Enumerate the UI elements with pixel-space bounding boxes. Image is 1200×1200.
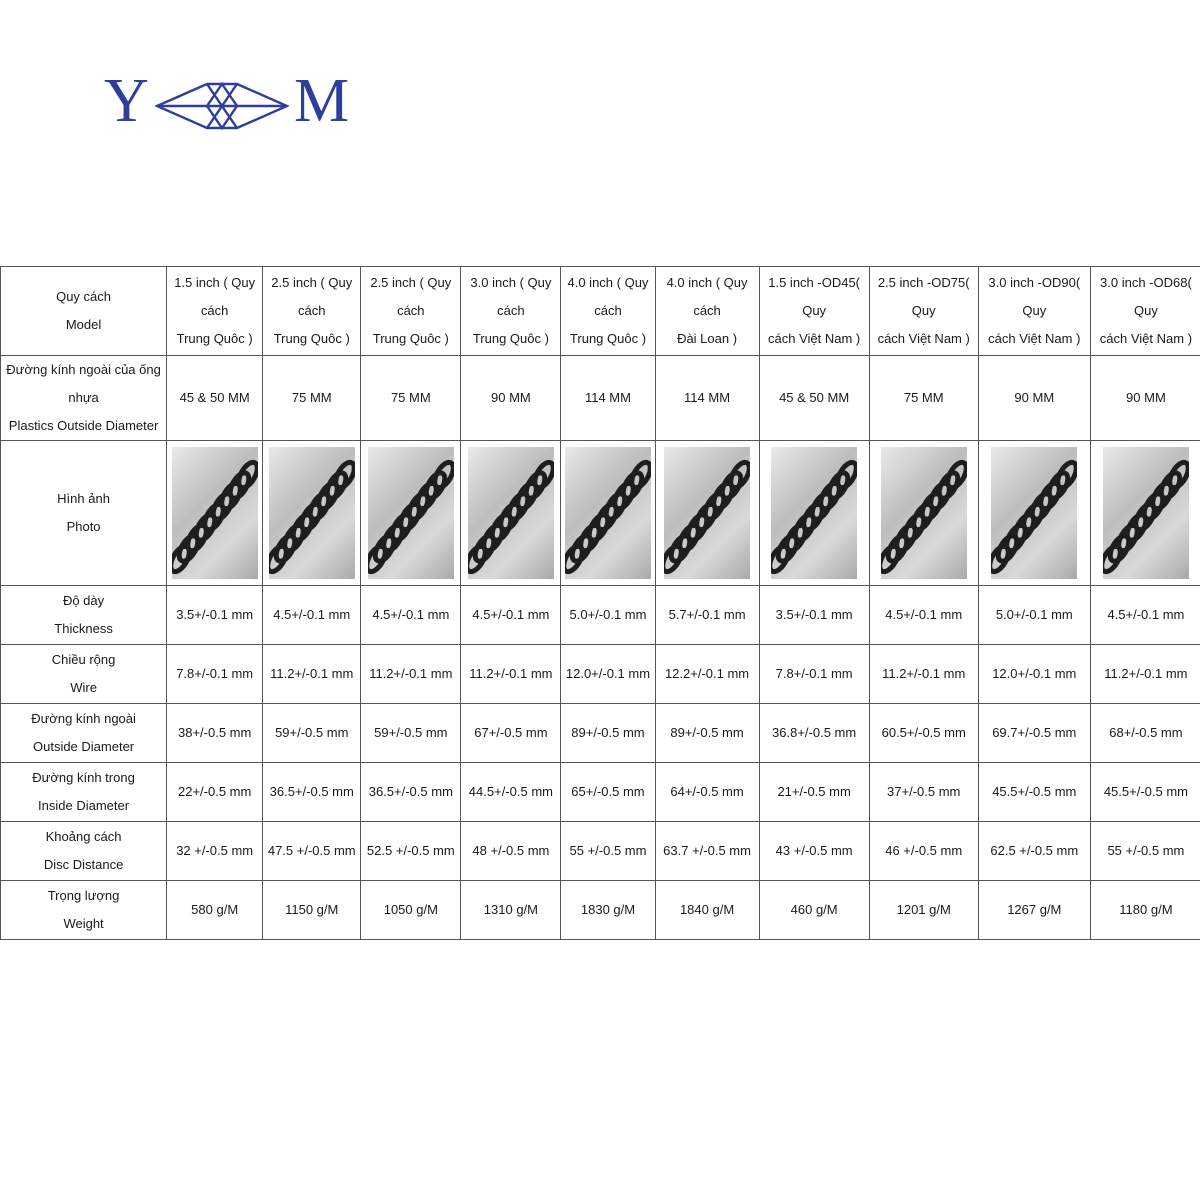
disc-cell: 47.5 +/-0.5 mm bbox=[263, 822, 361, 881]
thickness-cell: 4.5+/-0.1 mm bbox=[461, 586, 561, 645]
model-line-2: Đài Loan ) bbox=[677, 331, 738, 346]
row-label-vi: Khoảng cách bbox=[45, 829, 122, 844]
disc-cell: 55 +/-0.5 mm bbox=[1090, 822, 1200, 881]
wire-cell: 12.0+/-0.1 mm bbox=[978, 645, 1090, 704]
pipe-cell: 90 MM bbox=[461, 356, 561, 441]
wire-cell: 11.2+/-0.1 mm bbox=[869, 645, 978, 704]
row-label bbox=[1, 645, 167, 704]
row-inside-diameter bbox=[1, 763, 1200, 822]
disc-cell: 52.5 +/-0.5 mm bbox=[361, 822, 461, 881]
model-cell bbox=[263, 267, 361, 356]
model-line-1: 4.0 inch ( Quy cách bbox=[567, 275, 649, 318]
disc-cell: 32 +/-0.5 mm bbox=[167, 822, 263, 881]
wire-cell: 11.2+/-0.1 mm bbox=[461, 645, 561, 704]
inside-cell: 36.5+/-0.5 mm bbox=[361, 763, 461, 822]
photo-cell bbox=[263, 441, 361, 586]
row-label bbox=[1, 822, 167, 881]
logo-letter-right: M bbox=[294, 67, 350, 135]
outside-cell: 89+/-0.5 mm bbox=[561, 704, 655, 763]
disc-cell: 55 +/-0.5 mm bbox=[561, 822, 655, 881]
model-line-2: cách Việt Nam ) bbox=[768, 331, 861, 346]
pipe-cell: 45 & 50 MM bbox=[759, 356, 869, 441]
thickness-cell: 4.5+/-0.1 mm bbox=[263, 586, 361, 645]
row-label-en: Model bbox=[65, 317, 102, 332]
thickness-cell: 5.0+/-0.1 mm bbox=[561, 586, 655, 645]
pipe-cell: 114 MM bbox=[655, 356, 759, 441]
photo-cell bbox=[655, 441, 759, 586]
weight-cell: 1830 g/M bbox=[561, 881, 655, 940]
row-label-vi: Đường kính ngoài bbox=[31, 711, 136, 726]
row-outside-diameter bbox=[1, 704, 1200, 763]
plastic-coil-photo-icon bbox=[664, 447, 750, 579]
model-line-1: 3.0 inch ( Quy cách bbox=[470, 275, 552, 318]
disc-cell: 46 +/-0.5 mm bbox=[869, 822, 978, 881]
photo-cell bbox=[869, 441, 978, 586]
pipe-cell: 75 MM bbox=[263, 356, 361, 441]
photo-cell bbox=[167, 441, 263, 586]
model-line-1: 2.5 inch ( Quy cách bbox=[271, 275, 353, 318]
inside-cell: 44.5+/-0.5 mm bbox=[461, 763, 561, 822]
model-line-2: Trung Quôc ) bbox=[273, 331, 350, 346]
row-label bbox=[1, 441, 167, 586]
plastic-coil-photo-icon bbox=[565, 447, 651, 579]
model-line-2: Trung Quôc ) bbox=[176, 331, 253, 346]
diamond-emblem-icon bbox=[155, 78, 289, 134]
outside-cell: 59+/-0.5 mm bbox=[361, 704, 461, 763]
spec-table bbox=[0, 266, 1200, 940]
disc-cell: 43 +/-0.5 mm bbox=[759, 822, 869, 881]
pipe-cell: 90 MM bbox=[1090, 356, 1200, 441]
row-label-vi: Đường kính ngoài của ống nhựa bbox=[6, 362, 161, 405]
pipe-cell: 114 MM bbox=[561, 356, 655, 441]
thickness-cell: 3.5+/-0.1 mm bbox=[759, 586, 869, 645]
model-line-1: 2.5 inch ( Quy cách bbox=[370, 275, 452, 318]
model-line-2: cách Việt Nam ) bbox=[988, 331, 1081, 346]
model-cell bbox=[1090, 267, 1200, 356]
model-line-1: 3.0 inch -OD68( Quy bbox=[1100, 275, 1192, 318]
inside-cell: 65+/-0.5 mm bbox=[561, 763, 655, 822]
row-label-vi: Quy cách bbox=[56, 289, 112, 304]
plastic-coil-photo-icon bbox=[1103, 447, 1189, 579]
outside-cell: 36.8+/-0.5 mm bbox=[759, 704, 869, 763]
weight-cell: 1310 g/M bbox=[461, 881, 561, 940]
inside-cell: 64+/-0.5 mm bbox=[655, 763, 759, 822]
model-cell bbox=[361, 267, 461, 356]
wire-cell: 11.2+/-0.1 mm bbox=[1090, 645, 1200, 704]
model-cell bbox=[461, 267, 561, 356]
row-label-en: Plastics Outside Diameter bbox=[8, 418, 159, 433]
row-label-en: Disc Distance bbox=[43, 857, 124, 872]
inside-cell: 22+/-0.5 mm bbox=[167, 763, 263, 822]
row-photo bbox=[1, 441, 1200, 586]
weight-cell: 1267 g/M bbox=[978, 881, 1090, 940]
plastic-coil-photo-icon bbox=[771, 447, 857, 579]
model-cell bbox=[759, 267, 869, 356]
row-weight bbox=[1, 881, 1200, 940]
weight-cell: 1840 g/M bbox=[655, 881, 759, 940]
row-label-en: Weight bbox=[63, 916, 104, 931]
thickness-cell: 5.0+/-0.1 mm bbox=[978, 586, 1090, 645]
thickness-cell: 3.5+/-0.1 mm bbox=[167, 586, 263, 645]
pipe-cell: 45 & 50 MM bbox=[167, 356, 263, 441]
model-cell bbox=[167, 267, 263, 356]
model-line-2: Trung Quôc ) bbox=[569, 331, 647, 346]
outside-cell: 59+/-0.5 mm bbox=[263, 704, 361, 763]
weight-cell: 1180 g/M bbox=[1090, 881, 1200, 940]
row-wire bbox=[1, 645, 1200, 704]
row-label bbox=[1, 704, 167, 763]
model-line-2: cách Việt Nam ) bbox=[1099, 331, 1193, 346]
inside-cell: 37+/-0.5 mm bbox=[869, 763, 978, 822]
outside-cell: 67+/-0.5 mm bbox=[461, 704, 561, 763]
row-model bbox=[1, 267, 1200, 356]
wire-cell: 7.8+/-0.1 mm bbox=[167, 645, 263, 704]
row-disc-distance bbox=[1, 822, 1200, 881]
plastic-coil-photo-icon bbox=[991, 447, 1077, 579]
photo-cell bbox=[561, 441, 655, 586]
row-plastic-outside-diameter bbox=[1, 356, 1200, 441]
wire-cell: 7.8+/-0.1 mm bbox=[759, 645, 869, 704]
outside-cell: 69.7+/-0.5 mm bbox=[978, 704, 1090, 763]
wire-cell: 12.2+/-0.1 mm bbox=[655, 645, 759, 704]
wire-cell: 11.2+/-0.1 mm bbox=[263, 645, 361, 704]
inside-cell: 36.5+/-0.5 mm bbox=[263, 763, 361, 822]
row-label bbox=[1, 586, 167, 645]
plastic-coil-photo-icon bbox=[368, 447, 454, 579]
thickness-cell: 4.5+/-0.1 mm bbox=[1090, 586, 1200, 645]
thickness-cell: 4.5+/-0.1 mm bbox=[869, 586, 978, 645]
row-thickness bbox=[1, 586, 1200, 645]
pipe-cell: 90 MM bbox=[978, 356, 1090, 441]
model-line-2: cách Việt Nam ) bbox=[877, 331, 970, 346]
thickness-cell: 5.7+/-0.1 mm bbox=[655, 586, 759, 645]
model-cell bbox=[978, 267, 1090, 356]
photo-cell bbox=[978, 441, 1090, 586]
pipe-cell: 75 MM bbox=[869, 356, 978, 441]
weight-cell: 460 g/M bbox=[759, 881, 869, 940]
row-label-en: Photo bbox=[66, 519, 101, 534]
photo-cell bbox=[759, 441, 869, 586]
model-cell bbox=[869, 267, 978, 356]
row-label-vi: Độ dày bbox=[62, 593, 105, 608]
plastic-coil-photo-icon bbox=[881, 447, 967, 579]
weight-cell: 580 g/M bbox=[167, 881, 263, 940]
weight-cell: 1150 g/M bbox=[263, 881, 361, 940]
model-line-1: 1.5 inch -OD45( Quy bbox=[768, 275, 861, 318]
row-label bbox=[1, 881, 167, 940]
wire-cell: 11.2+/-0.1 mm bbox=[361, 645, 461, 704]
disc-cell: 62.5 +/-0.5 mm bbox=[978, 822, 1090, 881]
logo-letter-left: Y bbox=[104, 67, 149, 135]
model-cell bbox=[561, 267, 655, 356]
plastic-coil-photo-icon bbox=[468, 447, 554, 579]
weight-cell: 1201 g/M bbox=[869, 881, 978, 940]
model-line-2: Trung Quôc ) bbox=[372, 331, 449, 346]
weight-cell: 1050 g/M bbox=[361, 881, 461, 940]
model-cell bbox=[655, 267, 759, 356]
photo-cell bbox=[461, 441, 561, 586]
row-label-vi: Trọng lượng bbox=[47, 888, 120, 903]
outside-cell: 60.5+/-0.5 mm bbox=[869, 704, 978, 763]
row-label bbox=[1, 356, 167, 441]
wire-cell: 12.0+/-0.1 mm bbox=[561, 645, 655, 704]
outside-cell: 38+/-0.5 mm bbox=[167, 704, 263, 763]
outside-cell: 89+/-0.5 mm bbox=[655, 704, 759, 763]
row-label-vi: Hình ảnh bbox=[57, 491, 110, 506]
model-line-1: 2.5 inch -OD75( Quy bbox=[877, 275, 970, 318]
plastic-coil-photo-icon bbox=[172, 447, 258, 579]
photo-cell bbox=[1090, 441, 1200, 586]
plastic-coil-photo-icon bbox=[269, 447, 355, 579]
row-label bbox=[1, 267, 167, 356]
inside-cell: 21+/-0.5 mm bbox=[759, 763, 869, 822]
outside-cell: 68+/-0.5 mm bbox=[1090, 704, 1200, 763]
row-label-vi: Chiều rộng bbox=[51, 652, 116, 667]
disc-cell: 63.7 +/-0.5 mm bbox=[655, 822, 759, 881]
pipe-cell: 75 MM bbox=[361, 356, 461, 441]
row-label bbox=[1, 763, 167, 822]
thickness-cell: 4.5+/-0.1 mm bbox=[361, 586, 461, 645]
row-label-vi: Đường kính trong bbox=[32, 770, 135, 785]
inside-cell: 45.5+/-0.5 mm bbox=[1090, 763, 1200, 822]
inside-cell: 45.5+/-0.5 mm bbox=[978, 763, 1090, 822]
row-label-en: Outside Diameter bbox=[32, 739, 135, 754]
photo-cell bbox=[361, 441, 461, 586]
disc-cell: 48 +/-0.5 mm bbox=[461, 822, 561, 881]
row-label-en: Wire bbox=[70, 680, 97, 695]
model-line-1: 4.0 inch ( Quy cách bbox=[666, 275, 748, 318]
brand-logo bbox=[100, 67, 350, 136]
row-label-en: Thickness bbox=[54, 621, 113, 636]
model-line-1: 3.0 inch -OD90( Quy bbox=[988, 275, 1081, 318]
model-line-1: 1.5 inch ( Quy cách bbox=[174, 275, 256, 318]
model-line-2: Trung Quôc ) bbox=[472, 331, 549, 346]
row-label-en: Inside Diameter bbox=[38, 798, 130, 813]
